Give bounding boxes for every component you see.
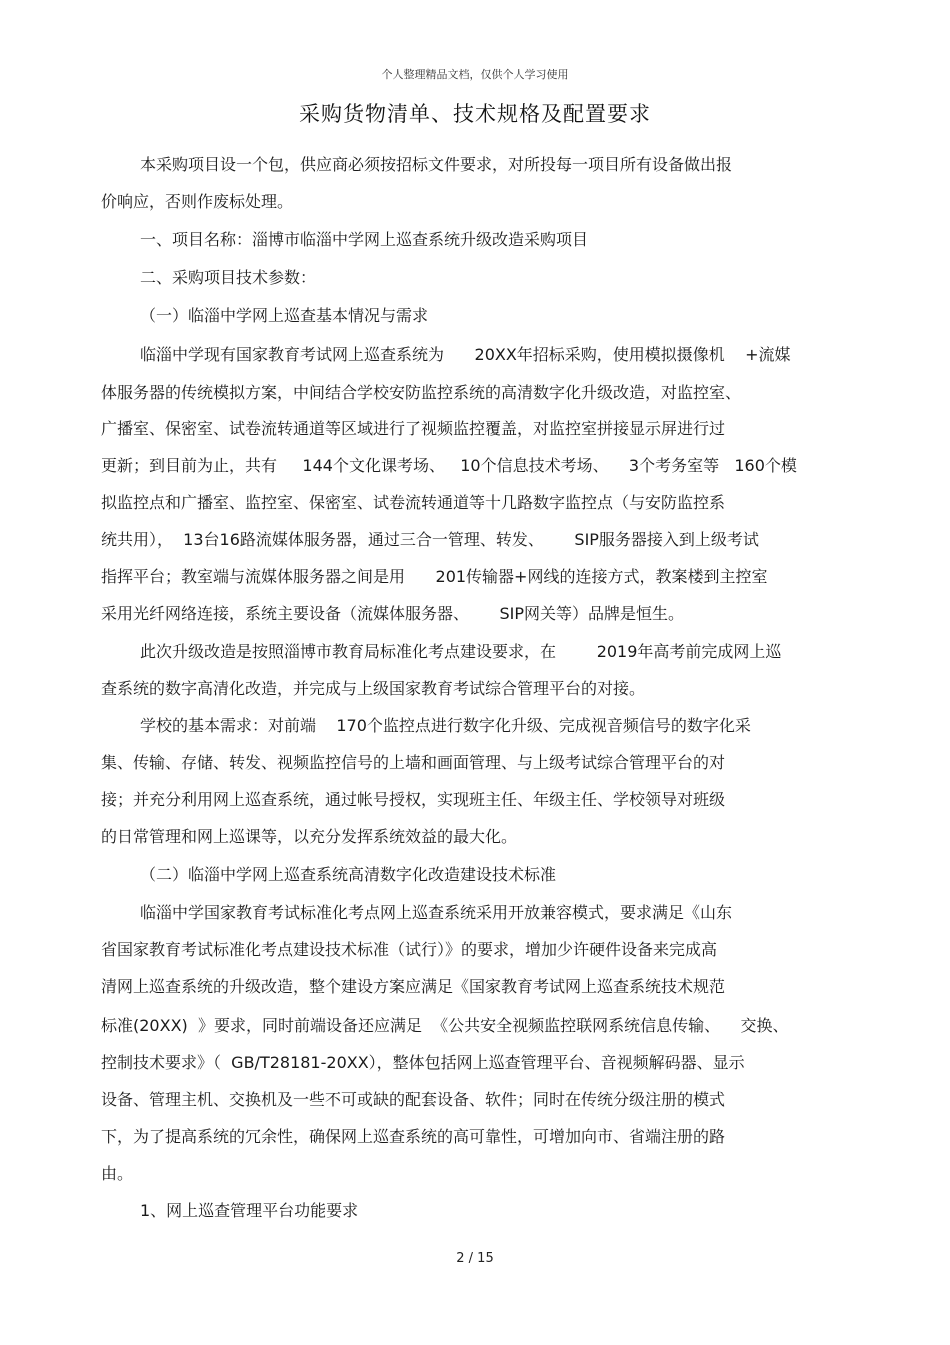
body-line: 体服务器的传统模拟方案，中间结合学校安防监控系统的高清数字化升级改造，对监控室、	[101, 383, 742, 402]
body-line: 查系统的数字高清化改造，并完成与上级国家教育考试综合管理平台的对接。	[101, 679, 646, 698]
body-line: 控制技术要求》（ GB/T28181-20XX），整体包括网上巡查管理平台、音视频解码器、显示	[101, 1053, 745, 1072]
body-line: 拟监控点和广播室、监控室、保密室、试卷流转通道等十几路数字监控点（与安防监控系	[101, 493, 726, 512]
body-line: 的日常管理和网上巡课等，以充分发挥系统效益的最大化。	[101, 827, 518, 846]
body-line: 指挥平台；教室端与流媒体服务器之间是用 201传输器+网线的连接方式，教案楼到主控室	[101, 567, 768, 586]
body-line: 此次升级改造是按照淄博市教育局标准化考点建设要求，在 2019年高考前完成网上巡	[140, 642, 782, 661]
body-line: 价响应，否则作废标处理。	[101, 192, 294, 211]
body-line: 学校的基本需求：对前端 170个监控点进行数字化升级、完成视音频信号的数字化采	[140, 716, 751, 735]
body-line: 临淄中学国家教育考试标准化考点网上巡查系统采用开放兼容模式，要求满足《山东	[140, 903, 733, 922]
section-heading: 二、采购项目技术参数：	[140, 268, 317, 287]
body-line: 临淄中学现有国家教育考试网上巡查系统为 20XX年招标采购，使用模拟摄像机 +流媒	[140, 345, 791, 364]
subsection-heading: 1、网上巡查管理平台功能要求	[140, 1201, 359, 1220]
body-line: 省国家教育考试标准化考点建设技术标准（试行）》的要求，增加少许硬件设备来完成高	[101, 940, 718, 959]
body-line: 标准(20XX) 》要求，同时前端设备还应满足 《公共安全视频监控联网系统信息传输、 交换、	[101, 1016, 789, 1035]
document-title: 采购货物清单、技术规格及配置要求	[299, 102, 651, 126]
body-line: 设备、管理主机、交换机及一些不可或缺的配套设备、软件；同时在传统分级注册的模式	[101, 1090, 726, 1109]
body-line: 清网上巡查系统的升级改造，整个建设方案应满足《国家教育考试网上巡查系统技术规范	[101, 977, 726, 996]
subsection-heading: （二）临淄中学网上巡查系统高清数字化改造建设技术标准	[140, 865, 557, 884]
body-line: 下，为了提高系统的冗余性，确保网上巡查系统的高可靠性，可增加向市、省端注册的路	[101, 1127, 726, 1146]
header-note: 个人整理精品文档，仅供个人学习使用	[381, 68, 569, 81]
section-heading: 一、项目名称：淄博市临淄中学网上巡查系统升级改造采购项目	[140, 230, 589, 249]
body-line: 统共用）， 13台16路流媒体服务器，通过三合一管理、转发、 SIP服务器接入到上级考试	[101, 530, 759, 549]
body-line: 广播室、保密室、试卷流转通道等区域进行了视频监控覆盖，对监控室拼接显示屏进行过	[101, 419, 726, 438]
body-line: 由。	[101, 1164, 134, 1183]
body-line: 更新；到目前为止，共有 144个文化课考场、 10个信息技术考场、 3个考务室等 160个模	[101, 456, 797, 475]
body-line: 采用光纤网络连接，系统主要设备（流媒体服务器、 SIP网关等）品牌是恒生。	[101, 604, 685, 623]
subsection-heading: （一）临淄中学网上巡查基本情况与需求	[140, 306, 429, 325]
body-line: 接；并充分利用网上巡查系统，通过帐号授权，实现班主任、年级主任、学校领导对班级	[101, 790, 726, 809]
body-line: 集、传输、存储、转发、视频监控信号的上墙和画面管理、与上级考试综合管理平台的对	[101, 753, 726, 772]
body-line: 本采购项目设一个包，供应商必须按招标文件要求，对所投每一项目所有设备做出报	[140, 155, 733, 174]
page-number: 2 / 15	[456, 1251, 494, 1266]
